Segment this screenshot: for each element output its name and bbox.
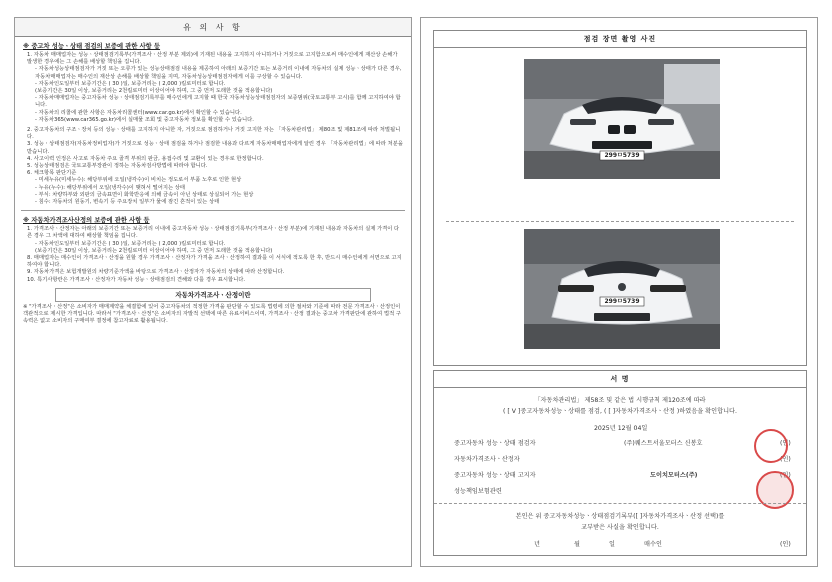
signature-box-title: 서 명 <box>434 371 806 388</box>
inspector-seal: (인) <box>780 440 791 447</box>
divider <box>21 210 405 211</box>
appraiser-label: 자동차가격조사ㆍ산정자 <box>454 456 520 463</box>
inspector-name: (주)퀘스트서울모터스 신봉호 <box>624 440 703 447</box>
rear-plate-text: 299ㅁ5739 <box>604 298 640 305</box>
notice-paragraph: 6. 체크항목 판단기준 <box>27 170 77 177</box>
section-title: ※ 자동차가격조사산정의 보증에 관한 사항 등 <box>23 217 150 225</box>
notice-paragraph: - 자동차의 리콜에 관한 사항은 자동차리콜센터(www.car.go.kr)에서 확인할 수 있습니다. <box>35 109 242 116</box>
signature-divider <box>434 503 806 504</box>
insurance-label: 성능책임보험관련 <box>454 488 502 495</box>
notice-paragraph: 4. 사고이력 인정은 사고로 자동차 주요 골격 부위의 판금, 용접수리 및 교환이 있는 경우로 한정합니다. <box>27 155 264 162</box>
notice-paragraph: - 부식: 차량하부와 외판의 금속표면이 화학반응에 의해 금속이 아닌 상태로 상실되어 가는 현상 <box>35 191 254 198</box>
notice-paragraph: - 침수: 자동차의 원동기, 변속기 등 주요장치 일부가 물에 잠긴 흔적이 있는 상태 <box>35 199 220 206</box>
notice-paragraph: - 자동차365(www.car365.go.kr)에서 실매물 조회 및 중고자동차 정보를 확인할 수 있습니다. <box>35 116 254 123</box>
photo-box-title: 점검 장면 촬영 사진 <box>434 31 806 48</box>
notice-paragraph: 8. 매매업자는 매수인이 가격조사ㆍ산정을 원할 경우 가격조사ㆍ산정자가 가격을 조사ㆍ산정하여 결과를 이 서식에 적도록 한 후, 반드시 매수인에게 서면으로 고지하여야 합니다. <box>27 255 402 269</box>
notice-paragraph: 5. 성능상태점검은 국토교통부장관이 정하는 자동차검사방법에 따라야 합니다. <box>27 163 208 170</box>
notifier-seal: (인) <box>780 472 791 479</box>
notice-header: 유 의 사 항 <box>15 18 411 37</box>
inspector-label: 중고자동차 성능ㆍ상태 점검자 <box>454 440 536 447</box>
footer-month: 월 <box>574 541 580 548</box>
notifier-label: 중고자동차 성능ㆍ상태 고지자 <box>454 472 536 479</box>
sign-date: 2025년 12월 04일 <box>594 425 648 432</box>
notice-paragraph: - 미세누유(미세누수): 해당부위에 오일(냉각수)이 비치는 정도로서 부품 노후로 인한 현상 <box>35 177 242 184</box>
receipt-statement: 본인은 위 중고자동차성능ㆍ상태점검기록부([ ]자동차가격조사ㆍ산정 선택)를 <box>515 513 725 520</box>
notice-paragraph: - 누유(누수): 해당부위에서 오일(냉각수)이 맺혀서 떨어지는 상태 <box>35 184 185 191</box>
photo-box <box>433 30 807 366</box>
notice-paragraph: - 자동차인도일부터 보증기간은 ( 30 )일, 보증거리는 ( 2,000 )킬로미터로 합니다. <box>35 240 226 247</box>
receipt-statement-2: 교부받은 사실을 확인합니다. <box>581 524 659 531</box>
notice-page <box>14 17 412 567</box>
notice-paragraph: 1. 가격조사ㆍ산정자는 아래의 보증기간 또는 보증거리 이내에 중고자동차 성능ㆍ상태점검기록부(가격조사ㆍ산정 부분)에 기재된 내용과 자동차의 실제 가격이 다른 경우 그 차액에 대하여 배상할 책임을 집니다. <box>27 226 400 240</box>
price-assessment-title: 자동차가격조사ㆍ산정이란 <box>55 288 371 302</box>
footer-year: 년 <box>534 541 540 548</box>
photo-divider <box>446 221 794 222</box>
footer-buyer-seal: (인) <box>780 541 791 548</box>
notice-paragraph: 3. 성능ㆍ상태점검자(자동차정비업자)가 거짓으로 성능ㆍ상태 점검을 하거나 점검한 내용과 다르게 자동차매매업자에게 알린 경우 「자동차관리법」에 따라 처분을 받습니다. <box>27 141 405 155</box>
rear-car-photo <box>524 229 720 349</box>
confirmation-statement: ( [ V ]중고자동차성능ㆍ상태를 점검, ( [ ]자동차가격조사ㆍ산정 )하였음을 확인합니다. <box>502 408 738 415</box>
appraiser-seal: (인) <box>780 456 791 463</box>
section-title: ※ 중고차 성능ㆍ상태 점검의 보증에 관한 사항 등 <box>23 43 161 50</box>
footer-buyer-label: 매수인 <box>644 541 662 548</box>
front-car-photo <box>524 59 720 179</box>
legal-basis: 「자동차관리법」 제58조 및 같은 법 시행규칙 제120조에 따라 <box>534 397 706 404</box>
notice-paragraph: (보증기간은 30일 이상, 보증거리는 2천킬로미터 이상이어야 하며, 그 중 먼저 도래한 것을 적용합니다) <box>35 247 273 254</box>
photo-signature-page <box>420 17 818 567</box>
notifier-name: 도이치모터스(주) <box>650 472 698 479</box>
notice-paragraph: (보증기간은 30일 이상, 보증거리는 2천킬로미터 이상이어야 하며, 그 중 먼저 도래한 것을 적용합니다) <box>35 88 273 95</box>
notice-paragraph: 1. 자동차 매매업자는 성능ㆍ상태점검기록부(가격조사ㆍ산정 부분 제외)에 기재된 내용을 고지하지 아니하거나 거짓으로 고지함으로써 매수인에게 재산상 손해가 발생한 경우에는 그 손해를 배상할 책임을 집니다. <box>27 52 400 66</box>
price-assessment-note: ※ "가격조사ㆍ산정"은 소비자가 매매계약을 체결함에 있어 중고자동차의 적정한 가격을 판단할 수 있도록 법령에 의한 절차와 기준에 따라 전문 가격조사ㆍ산정인이 객관적으로 제시한 가격입니다. 따라서 "가격조사ㆍ산정"은 소비자의 자발적 선택에 따른 유료서비스이며, 가격조사ㆍ산정 결과는 중고차 가격판단에 관하여 법적 구속력은 없고 소비자의 구매여부 결정에 참고자료로 활용됩니다. <box>23 303 402 324</box>
notice-paragraph: - 자동차인도일부터 보증기간은 ( 30 )일, 보증거리는 ( 2,000 )킬로미터로 합니다. <box>35 80 226 87</box>
notice-paragraph: - 자동차매매업자는 중고자동차 성능ㆍ상태점검기록부를 매수인에게 고지할 때 한국 자동차성능상태점검자의 보증범위(국토교통부 고시)를 함께 고지하여야 합니다. <box>35 95 401 109</box>
company-seal-stamp <box>754 429 788 463</box>
signature-box <box>433 370 807 556</box>
notice-paragraph: 2. 중고자동차의 구조ㆍ장치 등의 성능ㆍ상태를 고지하지 아니한 자, 거짓으로 점검하거나 거짓 고지한 자는 「자동차관리법」 제80조 및 제81조에 따라 처벌됩니다. <box>27 127 401 141</box>
notice-paragraph: - 자동차성능상태점검자가 거짓 또는 오류가 있는 성능상태점검 내용을 제공하여 아래의 보증기간 또는 보증거리 이내에 자동차의 실제 성능ㆍ상태가 다른 경우, 자동차매매업자는 매수인의 재산상 손해를 배상할 책임을 지며, 자동차성능상태점검자에게 이를 구상할 수 있습니다. <box>35 66 404 80</box>
front-plate-text: 299ㅁ5739 <box>604 152 640 159</box>
notice-paragraph: 10. 특기사항란은 가격조사ㆍ산정자가 자동차 성능ㆍ상태점검의 견해와 다를 경우 표시합니다. <box>27 276 246 283</box>
notice-paragraph: 9. 자동차가격은 보험개발원의 차량기준가액을 바탕으로 가격조사ㆍ산정자가 자동차의 상태에 따라 산정합니다. <box>27 269 285 276</box>
footer-day: 일 <box>609 541 615 548</box>
